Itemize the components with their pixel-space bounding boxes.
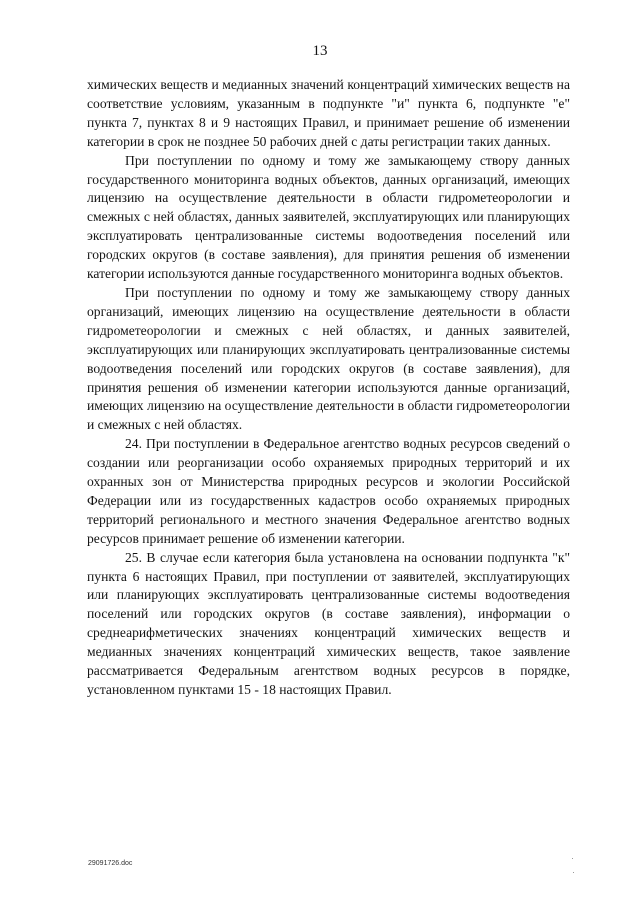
paragraph-state-monitoring: При поступлении по одному и тому же замыкающему створу данных государственного мониторинга водных объектов, данных организаций, имеющих лицензию на осуществление деятельности в области гидрометеорологии и смежных с ней областях, данных заявителей, эксплуатирующих или планирующих эксплуатировать централизованные системы водоотведения поселений или городских округов (в составе заявления), для принятия решения об изменении категории используются данные государственного мониторинга водных объектов. (87, 152, 570, 282)
scan-mark (572, 858, 573, 859)
footer-document-code: 29091726.doc (88, 860, 133, 867)
paragraph-continuation: химических веществ и медианных значений концентраций химических веществ на соответствие условиям, указанным в подпункте "и" пункта 6, подпункте "е" пункта 7, пунктах 8 и 9 настоящих Правил, и принимает решение об изменении категории в срок не позднее 50 рабочих дней с даты регистрации таких данных. (87, 77, 570, 149)
paragraph-item-24: 24. При поступлении в Федеральное агентство водных ресурсов сведений о создании или реорганизации особо охраняемых природных территорий и их охранных зон от Министерства природных ресурсов и экологии Российской Федерации или из государственных кадастров особо охраняемых природных территорий регионального и местного значения Федеральное агентство водных ресурсов принимает решение об изменении категории. (87, 436, 570, 546)
document-body (87, 76, 570, 700)
scan-mark (573, 872, 574, 873)
paragraph-item-25: 25. В случае если категория была установлена на основании подпункта "к" пункта 6 настоящих Правил, при поступлении от заявителей, эксплуатирующих или планирующих эксплуатировать централизованные системы водоотведения поселений или городских округов (в составе заявления), информации о среднеарифметических значениях концентраций химических веществ и медианных значениях концентраций химических веществ, такое заявление рассматривается Федеральным агентством водных ресурсов в порядке, установленном пунктами 15 - 18 настоящих Правил. (87, 549, 570, 697)
page-number: 13 (312, 43, 328, 59)
paragraph-licensed-organizations: При поступлении по одному и тому же замыкающему створу данных организаций, имеющих лицензию на осуществление деятельности в области гидрометеорологии и смежных с ней областях, и данных заявителей, эксплуатирующих или планирующих эксплуатировать централизованные системы водоотведения поселений или городских округов (в составе заявления), для принятия решения об изменении категории используются данные организаций, имеющих лицензию на осуществление деятельности в области гидрометеорологии и смежных с ней областях. (87, 284, 570, 433)
